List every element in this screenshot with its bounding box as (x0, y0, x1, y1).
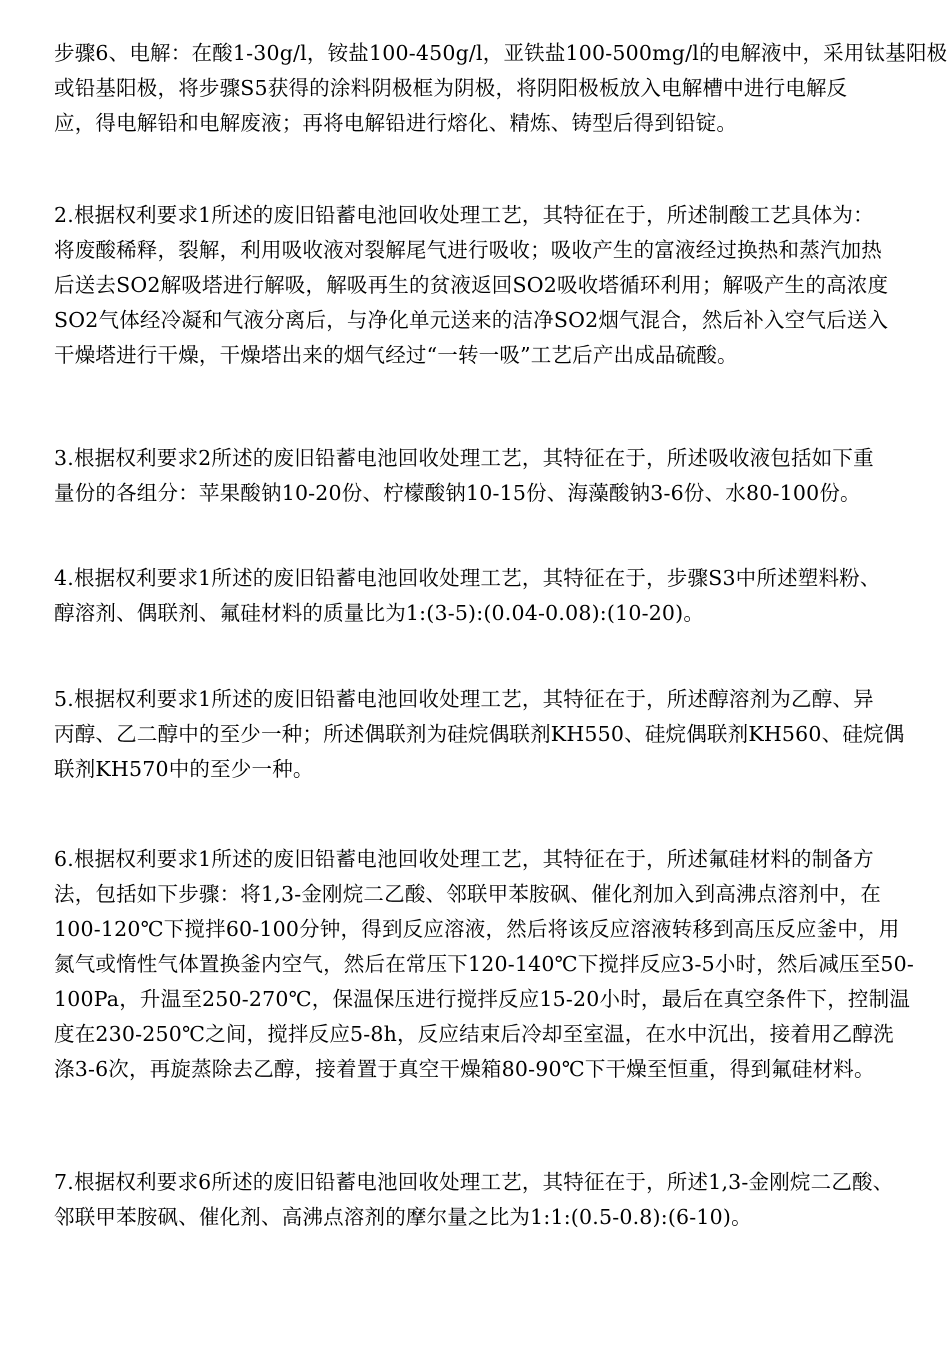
text-line: SO2气体经冷凝和气液分离后，与净化单元送来的洁净SO2烟气混合，然后补入空气后送入 (54, 308, 889, 332)
text-line: 氮气或惰性气体置换釜内空气，然后在常压下120-140℃下搅拌反应3-5小时，然后减压至50- (54, 952, 915, 976)
text-line: 量份的各组分：苹果酸钠10-20份、柠檬酸钠10-15份、海藻酸钠3-6份、水80-100份。 (54, 481, 861, 505)
text-line: 涤3-6次，再旋蒸除去乙醇，接着置于真空干燥箱80-90℃下干燥至恒重，得到氟硅材料。 (54, 1057, 875, 1081)
text-line: 醇溶剂、偶联剂、氟硅材料的质量比为1:(3-5):(0.04-0.08):(10-20)。 (54, 601, 705, 625)
text-line: 5.根据权利要求1所述的废旧铅蓄电池回收处理工艺，其特征在于，所述醇溶剂为乙醇、异 (54, 687, 874, 711)
text-line: 100-120℃下搅拌60-100分钟，得到反应溶液，然后将该反应溶液转移到高压反应釜中，用 (54, 917, 900, 941)
text-line: 2.根据权利要求1所述的废旧铅蓄电池回收处理工艺，其特征在于，所述制酸工艺具体为： (54, 203, 874, 227)
text-line: 4.根据权利要求1所述的废旧铅蓄电池回收处理工艺，其特征在于，步骤S3中所述塑料粉、 (54, 566, 881, 590)
text-line: 干燥塔进行干燥，干燥塔出来的烟气经过“一转一吸”工艺后产出成品硫酸。 (54, 343, 738, 367)
text-line: 3.根据权利要求2所述的废旧铅蓄电池回收处理工艺，其特征在于，所述吸收液包括如下重 (54, 446, 874, 470)
paragraph-claim-4 (54, 561, 914, 631)
text-line: 联剂KH570中的至少一种。 (54, 757, 314, 781)
text-line: 100Pa，升温至250-270℃，保温保压进行搅拌反应15-20小时，最后在真空条件下，控制温 (54, 987, 911, 1011)
text-line: 将废酸稀释，裂解，利用吸收液对裂解尾气进行吸收；吸收产生的富液经过换热和蒸汽加热 (54, 238, 882, 262)
paragraph-claim-6 (54, 842, 914, 1087)
text-line: 度在230-250℃之间，搅拌反应5-8h，反应结束后冷却至室温，在水中沉出，接着用乙醇洗 (54, 1022, 894, 1046)
paragraph-claim-5 (54, 682, 914, 787)
text-line: 应，得电解铅和电解废液；再将电解铅进行熔化、精炼、铸型后得到铅锭。 (54, 111, 738, 135)
text-line: 6.根据权利要求1所述的废旧铅蓄电池回收处理工艺，其特征在于，所述氟硅材料的制备方 (54, 847, 874, 871)
paragraph-claim-7 (54, 1165, 914, 1235)
paragraph-step-6 (54, 36, 948, 141)
text-line: 法，包括如下步骤：将1,3-金刚烷二乙酸、邻联甲苯胺砜、催化剂加入到高沸点溶剂中，在 (54, 882, 881, 906)
text-line: 后送去SO2解吸塔进行解吸，解吸再生的贫液返回SO2吸收塔循环利用；解吸产生的高浓度 (54, 273, 889, 297)
paragraph-claim-3 (54, 441, 914, 511)
text-line: 丙醇、乙二醇中的至少一种；所述偶联剂为硅烷偶联剂KH550、硅烷偶联剂KH560、硅烷偶 (54, 722, 905, 746)
text-line: 步骤6、电解：在酸1-30g/l，铵盐100-450g/l，亚铁盐100-500mg/l的电解液中，采用钛基阳极 (54, 41, 948, 65)
text-line: 7.根据权利要求6所述的废旧铅蓄电池回收处理工艺，其特征在于，所述1,3-金刚烷二乙酸、 (54, 1170, 894, 1194)
paragraph-claim-2 (54, 198, 914, 373)
text-line: 邻联甲苯胺砜、催化剂、高沸点溶剂的摩尔量之比为1:1:(0.5-0.8):(6-10)。 (54, 1205, 752, 1229)
text-line: 或铅基阳极，将步骤S5获得的涂料阴极框为阴极，将阴阳极板放入电解槽中进行电解反 (54, 76, 848, 100)
